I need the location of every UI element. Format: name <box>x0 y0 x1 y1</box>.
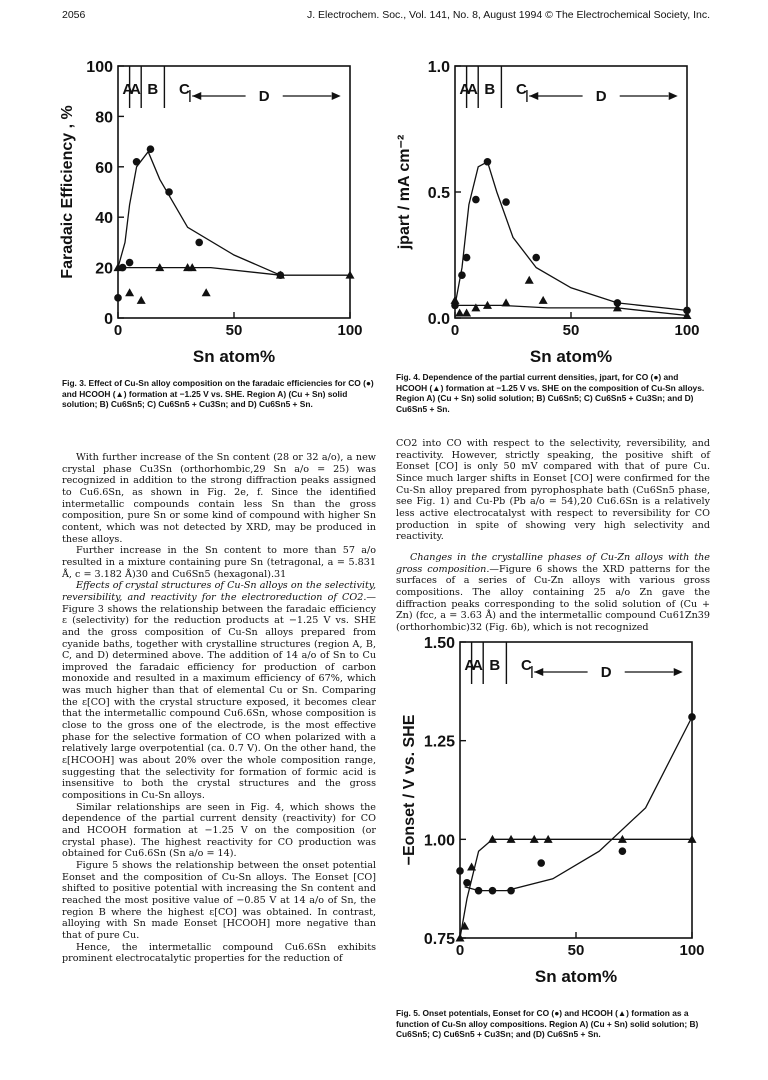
data-point-co <box>489 887 497 895</box>
data-point-co <box>502 198 510 206</box>
region-label: A <box>129 81 141 98</box>
y-tick-label: 20 <box>95 260 113 278</box>
figure-3-caption: Fig. 3. Effect of Cu-Sn alloy composition on the faradaic efficiencies for CO (●) and HCOOH (▲) formation at −1.25 V vs. SHE. Region A) (Cu + Sn) solid solution; B) Cu6Sn5; C) Cu6Sn5 + Cu3Sn; and D) Cu6Sn5 + Sn. <box>62 378 374 409</box>
data-point-hcooh <box>539 296 548 304</box>
data-point-co <box>458 271 466 279</box>
plot-frame <box>118 66 350 318</box>
data-point-co <box>126 259 134 267</box>
data-point-hcooh <box>460 922 469 930</box>
data-point-hcooh <box>137 296 146 304</box>
section-heading: Changes in the crystalline phases of Cu-Zn alloys with the gross composition. <box>396 551 710 575</box>
x-axis-label: Sn atom% <box>529 347 613 366</box>
figure-3 <box>60 56 370 366</box>
trend-curve <box>118 152 280 276</box>
y-tick-label: 1.0 <box>427 59 450 76</box>
x-tick-label: 0 <box>455 942 465 959</box>
region-label: A <box>122 81 134 98</box>
y-tick-label: 1.50 <box>423 635 455 652</box>
region-label: C <box>179 81 190 98</box>
paragraph: Hence, the intermetallic compound Cu6.6Sn exhibits prominent electrocatalytic properties for the reduction of <box>62 941 376 965</box>
figure-4 <box>396 56 715 366</box>
region-label: D <box>258 88 270 105</box>
x-tick-label: 100 <box>337 322 363 339</box>
paragraph: —Figure 3 shows the relationship between <box>62 591 376 615</box>
data-point-co <box>475 887 483 895</box>
x-axis-label: Sn atom% <box>192 347 276 366</box>
region-arrowhead <box>534 668 543 676</box>
region-arrowhead <box>332 92 341 100</box>
data-point-co <box>484 158 492 166</box>
y-tick-label: 40 <box>95 210 113 228</box>
left-text-column <box>62 452 376 965</box>
data-point-co <box>463 879 471 887</box>
figure-3-chart <box>60 56 370 366</box>
region-label: C <box>521 657 532 674</box>
data-point-co <box>456 867 464 875</box>
data-point-co <box>472 196 480 204</box>
region-arrowhead <box>529 92 538 100</box>
figure-5 <box>400 628 710 993</box>
data-point-co <box>133 158 141 166</box>
paragraph: the faradaic efficiency ε (selectivity) for the reduction products at −1.25 V vs. SHE and the gross composition of Cu-Sn alloys prepared from cyanide baths, together with crystalline structures (region A, B, C, and D) determined above. The addition of 14 a/o of Sn to Cu improved the faradaic efficiency for production of carbon monoxide and resulted in a maximum efficiency of 67%, which was much higher than that of elemental Cu or Sn. Comparing the ε[CO] with the crystal structure exposed, it becomes clear that the intermetallic compound Cu6.6Sn, whose composition is close to the gross one of the electrode, is the most effective phase for the selective formation of CO when polarized with a relatively large overpotential (ca. 0.7 V). On the other hand, the ε[HCOOH] was about 20% over the whole composition range, suggesting that the selectivity for formation of formic acid is insensitive to both the crystal structures and the gross compositions in Cu-Sn alloys. <box>62 603 376 802</box>
trend-curve <box>118 268 350 276</box>
trend-curve <box>455 162 687 311</box>
running-header: J. Electrochem. Soc., Vol. 141, No. 8, August 1994 © The Electrochemical Society, Inc. <box>306 9 710 21</box>
y-tick-label: 0.75 <box>423 931 455 948</box>
x-tick-label: 50 <box>562 322 580 339</box>
x-tick-label: 0 <box>113 322 123 339</box>
region-label: A <box>464 657 476 674</box>
region-label: D <box>600 664 612 681</box>
paragraph: CO2 into CO with respect to the selectivity, reversibility, and reactivity. However, strictly speaking, the positive shift of Eonset [CO] is only 50 mV compared with that of pure Cu. Since much larger shifts in Eonset [CO] were confirmed for the Cu-Sn alloy prepared from pyrophosphate bath (Cu6Sn5 phase, see Fig. 1) and Cu-Pb (Pb a/o = 54),20 Cu6.6Sn is a relatively less active electrocatalyst with respect to reversibility for CO production in spite of showing very high selectivity and reactivity. <box>396 438 710 543</box>
region-label: A <box>471 657 483 674</box>
right-text-column <box>396 438 710 634</box>
data-point-co <box>195 239 203 247</box>
data-point-hcooh <box>462 308 471 316</box>
x-axis-label: Sn atom% <box>534 967 618 986</box>
region-label: A <box>459 81 471 98</box>
x-tick-label: 50 <box>567 942 585 959</box>
y-tick-label: 0.5 <box>427 185 450 202</box>
section-heading: Effects of crystal structures of Cu-Sn alloys on the selectivity, reversibility, and reactivity for the electroreduction of CO2. <box>62 580 376 603</box>
region-arrowhead <box>674 668 683 676</box>
region-label: B <box>147 81 159 98</box>
data-point-co <box>537 859 545 867</box>
region-arrowhead <box>192 92 201 100</box>
y-axis-label: −Eonset / V vs. SHE <box>401 714 418 866</box>
y-axis-label: Faradaic Efficiency , % <box>59 105 76 279</box>
data-point-hcooh <box>451 296 460 304</box>
y-tick-label: 0 <box>104 311 113 328</box>
data-point-hcooh <box>502 298 511 306</box>
page-number: 2056 <box>62 9 86 21</box>
y-tick-label: 0.0 <box>427 311 450 328</box>
region-label: D <box>595 88 607 105</box>
y-tick-label: 60 <box>95 159 113 177</box>
y-tick-label: 1.00 <box>423 832 455 850</box>
region-label: A <box>466 81 478 98</box>
paragraph: Further increase in the Sn content to more than 57 a/o resulted in a mixture containing pure Sn (tetragonal, a = 5.831 Å, c = 3.182 Å)30 and Cu6Sn5 (hexagonal).31 <box>62 545 376 580</box>
figure-5-caption: Fig. 5. Onset potentials, Eonset for CO (●) and HCOOH (▲) formation as a function of Cu-Sn alloy compositions. Region A) (Cu + Sn) solid solution; B) Cu6Sn5; C) Cu6Sn5 + Cu3Sn; and (D) Cu6Sn5 + Sn. <box>396 1008 699 1039</box>
data-point-co <box>507 887 515 895</box>
data-point-hcooh <box>202 288 211 296</box>
data-point-hcooh <box>125 288 134 296</box>
paragraph: Figure 5 shows the relationship between the onset potential Eonset and the composition of Cu-Sn alloys. The Eonset [CO] shifted to positive potential with increasing the Sn content and reached the most positive value of −0.85 V at 14 a/o of Sn, the region B where the highest ε[CO] was obtained. In contrast, alloying with Sn made Eonset [HCOOH] more negative than that of pure Cu. <box>62 859 376 941</box>
x-tick-label: 50 <box>225 322 243 339</box>
figure-5-chart <box>400 628 710 993</box>
x-tick-label: 0 <box>450 322 460 339</box>
figure-4-chart <box>396 56 715 366</box>
data-point-co <box>147 145 155 153</box>
region-label: B <box>484 81 496 98</box>
data-point-co <box>532 254 540 262</box>
region-label: B <box>489 657 501 674</box>
paragraph: Similar relationships are seen in Fig. 4, which shows the dependence of the partial current density (reactivity) for CO and HCOOH formation at −1.25 V on the composition (or crystal phase). The highest reactivity for CO production was obtained for Cu6.6Sn (Sn a/o = 14). <box>62 801 376 860</box>
plot-frame <box>455 66 687 318</box>
data-point-hcooh <box>525 276 534 284</box>
data-point-co <box>619 847 627 855</box>
figure-4-caption: Fig. 4. Dependence of the partial current densities, jpart, for CO (●) and HCOOH (▲) formation at −1.25 V vs. SHE on the composition of Cu-Sn alloys. Region A) (Cu + Sn) solid solution; B) Cu6Sn5; C) Cu6Sn5 + Cu3Sn; and D) Cu6Sn5 + Sn. <box>396 372 705 414</box>
x-tick-label: 100 <box>674 322 700 339</box>
x-tick-label: 100 <box>679 942 705 959</box>
y-tick-label: 100 <box>86 59 113 76</box>
region-arrowhead <box>669 92 678 100</box>
data-point-co <box>688 713 696 721</box>
data-point-co <box>114 294 122 302</box>
trend-curve <box>465 717 692 891</box>
y-tick-label: 80 <box>95 109 113 127</box>
data-point-co <box>165 188 173 196</box>
data-point-hcooh <box>471 303 480 311</box>
data-point-co <box>463 254 471 262</box>
region-label: C <box>516 81 527 98</box>
paragraph: —Figure 6 shows the XRD patterns for the surfaces of a series of Cu-Zn alloys with various gross compositions. The alloy containing 25 a/o Zn gave the diffraction peaks corresponding to the solid solution of (Cu + Zn) (fcc, a = 3.63 Å) and the intermetallic compound Cu61Zn39 (orthorhombic)32 (Fig. 6b), which is not recognized <box>396 563 710 633</box>
paragraph: With further increase of the Sn content (28 or 32 a/o), a new crystal phase Cu3Sn (orthorhombic,29 Sn a/o = 25) was recognized in addition to the strong diffraction peaks assigned to Cu6.6Sn, as shown in Fig. 2e, f. Since the identified intermetallic compounds contain less Sn than the gross composition, pure Sn or some kind of compound with higher Sn content, which was not detected by XRD, may be produced in these alloys. <box>62 452 376 545</box>
y-axis-label: jpart / mA cm⁻² <box>396 134 413 250</box>
y-tick-label: 1.25 <box>423 733 455 751</box>
